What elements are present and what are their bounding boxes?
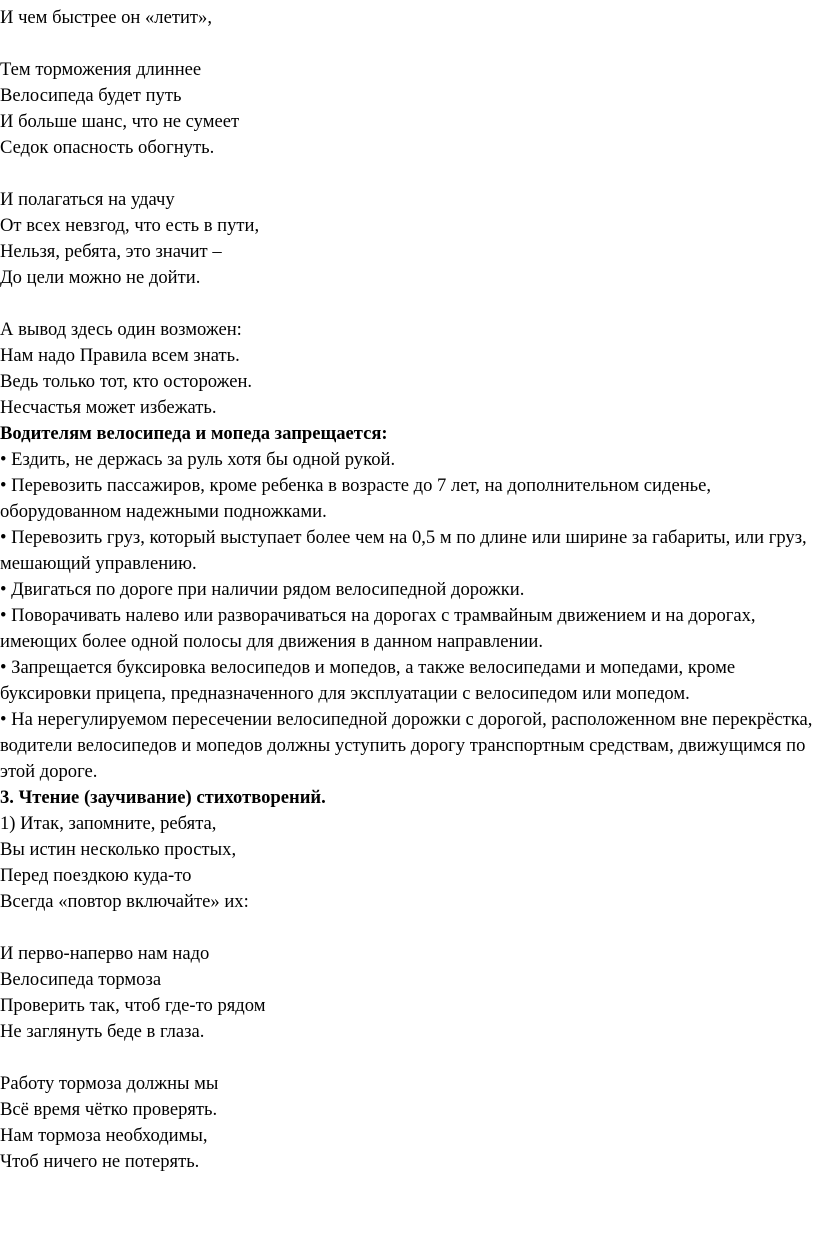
poem-line: Не заглянуть беде в глаза.: [0, 1021, 205, 1042]
rule-item: • Поворачивать налево или разворачиваться на дорогах с трамвайным движением и на дорогах, имеющих более одной полосы для движения в данном направлении.: [0, 605, 756, 652]
poem-line: Вы истин несколько простых,: [0, 839, 237, 860]
stanza-gap: [0, 31, 816, 57]
poem-line: Чтоб ничего не потерять.: [0, 1151, 200, 1172]
rule-item: • Запрещается буксировка велосипедов и мопедов, а также велосипедами и мопедами, кроме буксировки прицепа, предназначенного для эксплуатации с велосипедом или мопедом.: [0, 657, 736, 704]
poem-line: Проверить так, чтоб где-то рядом: [0, 995, 266, 1016]
poem-line: Ведь только тот, кто осторожен.: [0, 371, 253, 392]
poem-line: Нам надо Правила всем знать.: [0, 345, 240, 366]
stanza-gap: [0, 1045, 816, 1071]
poem-line: И перво-наперво нам надо: [0, 943, 210, 964]
stanza-gap: [0, 291, 816, 317]
stanza-gap: [0, 161, 816, 187]
poem-line: Велосипеда тормоза: [0, 969, 162, 990]
rule-item: • Перевозить груз, который выступает более чем на 0,5 м по длине или ширине за габариты, или груз, мешающий управлению.: [0, 527, 807, 574]
poem-line: Нельзя, ребята, это значит –: [0, 241, 222, 262]
poem-line: Работу тормоза должны мы: [0, 1073, 219, 1094]
rule-item: • Ездить, не держась за руль хотя бы одной рукой.: [0, 449, 396, 470]
rule-item: • На нерегулируемом пересечении велосипедной дорожки с дорогой, расположенном вне перекрёстка, водители велосипедов и мопедов должны уступить дорогу транспортным средствам, движущимся по этой дороге.: [0, 709, 813, 782]
poem-line: До цели можно не дойти.: [0, 267, 201, 288]
poem-line: Всегда «повтор включайте» их:: [0, 891, 249, 912]
poem-line: 1) Итак, запомните, ребята,: [0, 813, 217, 834]
poem-line: Нам тормоза необходимы,: [0, 1125, 208, 1146]
poem-line: И больше шанс, что не сумеет: [0, 111, 240, 132]
poem-line: От всех невзгод, что есть в пути,: [0, 215, 260, 236]
stanza-gap: [0, 915, 816, 941]
rules-heading: Водителям велосипеда и мопеда запрещается:: [0, 423, 388, 444]
rules-list: [0, 447, 816, 785]
poem-line: Тем торможения длиннее: [0, 59, 202, 80]
poem-line: А вывод здесь один возможен:: [0, 319, 242, 340]
poem-line: И полагаться на удачу: [0, 189, 175, 210]
poem-line: Велосипеда будет путь: [0, 85, 182, 106]
poem-line: Седок опасность обогнуть.: [0, 137, 215, 158]
section-heading: 3. Чтение (заучивание) стихотворений.: [0, 787, 326, 808]
poem-line: И чем быстрее он «летит»,: [0, 7, 212, 28]
poem-line: Перед поездкою куда-то: [0, 865, 192, 886]
rule-item: • Перевозить пассажиров, кроме ребенка в возрасте до 7 лет, на дополнительном сиденье, оборудованном надежными подножками.: [0, 475, 712, 522]
rule-item: • Двигаться по дороге при наличии рядом велосипедной дорожки.: [0, 579, 525, 600]
poem-line: Всё время чётко проверять.: [0, 1099, 218, 1120]
poem-line: Несчастья может избежать.: [0, 397, 217, 418]
